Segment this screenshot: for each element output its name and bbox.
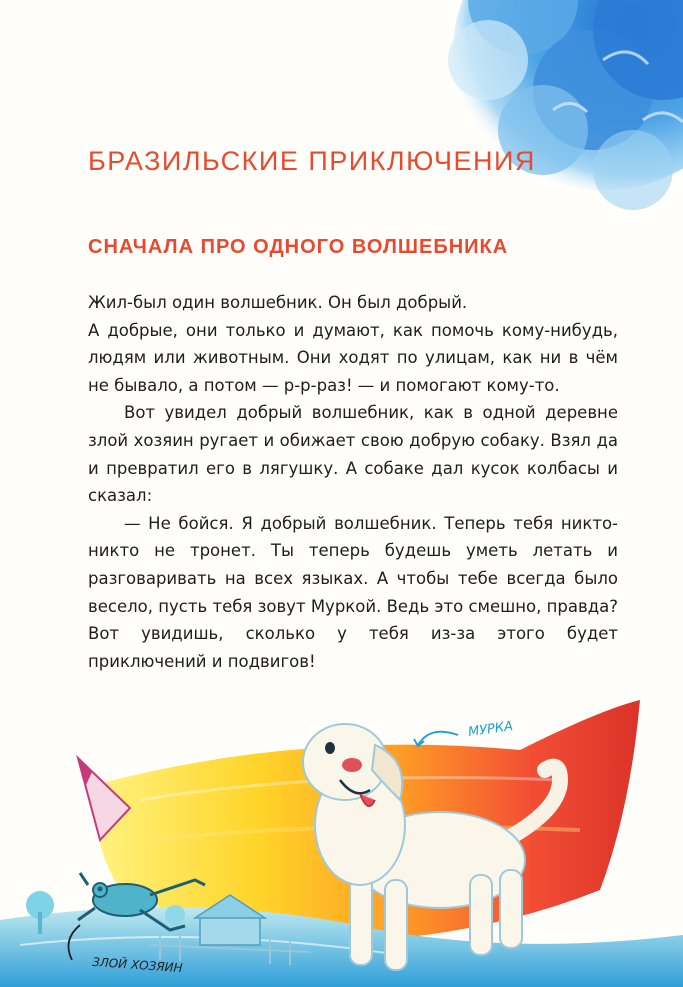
paragraph: — Не бойся. Я добрый волшебник. Теперь тебя никто-никто не тронет. Ты теперь будешь уметь летать и разговаривать на всех языках. А чтобы тебе всегда было весело, пусть тебя зовут Муркой. Ведь это смешно, правда? Вот увидишь, сколько у тебя из-за этого будет приключений и подвигов!: [88, 513, 618, 671]
cloud-illustration: [393, 0, 683, 240]
story-text: [88, 289, 618, 675]
dog-illustration: [0, 690, 683, 987]
dog-name-label: МУРКА: [467, 718, 514, 741]
paragraph: Вот увидел добрый волшебник, как в одной деревне злой хозяин ругает и обижает свою добрую собаку. Взял да и превратил его в лягушку. А собаке дал кусок колбасы и сказал:: [88, 403, 618, 506]
paragraph: А добрые, они только и думают, как помочь кому-нибудь, людям или животным. Они ходят по улицам, как ни в чём не бывало, а потом — р-р-раз! — и помогают кому-то.: [88, 320, 618, 395]
frog-caption-label: ЗЛОЙ ХОЗЯИН: [91, 954, 184, 976]
chapter-title: БРАЗИЛЬСКИЕ ПРИКЛЮЧЕНИЯ: [88, 146, 536, 176]
paragraph: Жил-был один волшебник. Он был добрый.: [88, 293, 468, 312]
section-title: СНАЧАЛА ПРО ОДНОГО ВОЛШЕБНИКА: [88, 236, 509, 258]
